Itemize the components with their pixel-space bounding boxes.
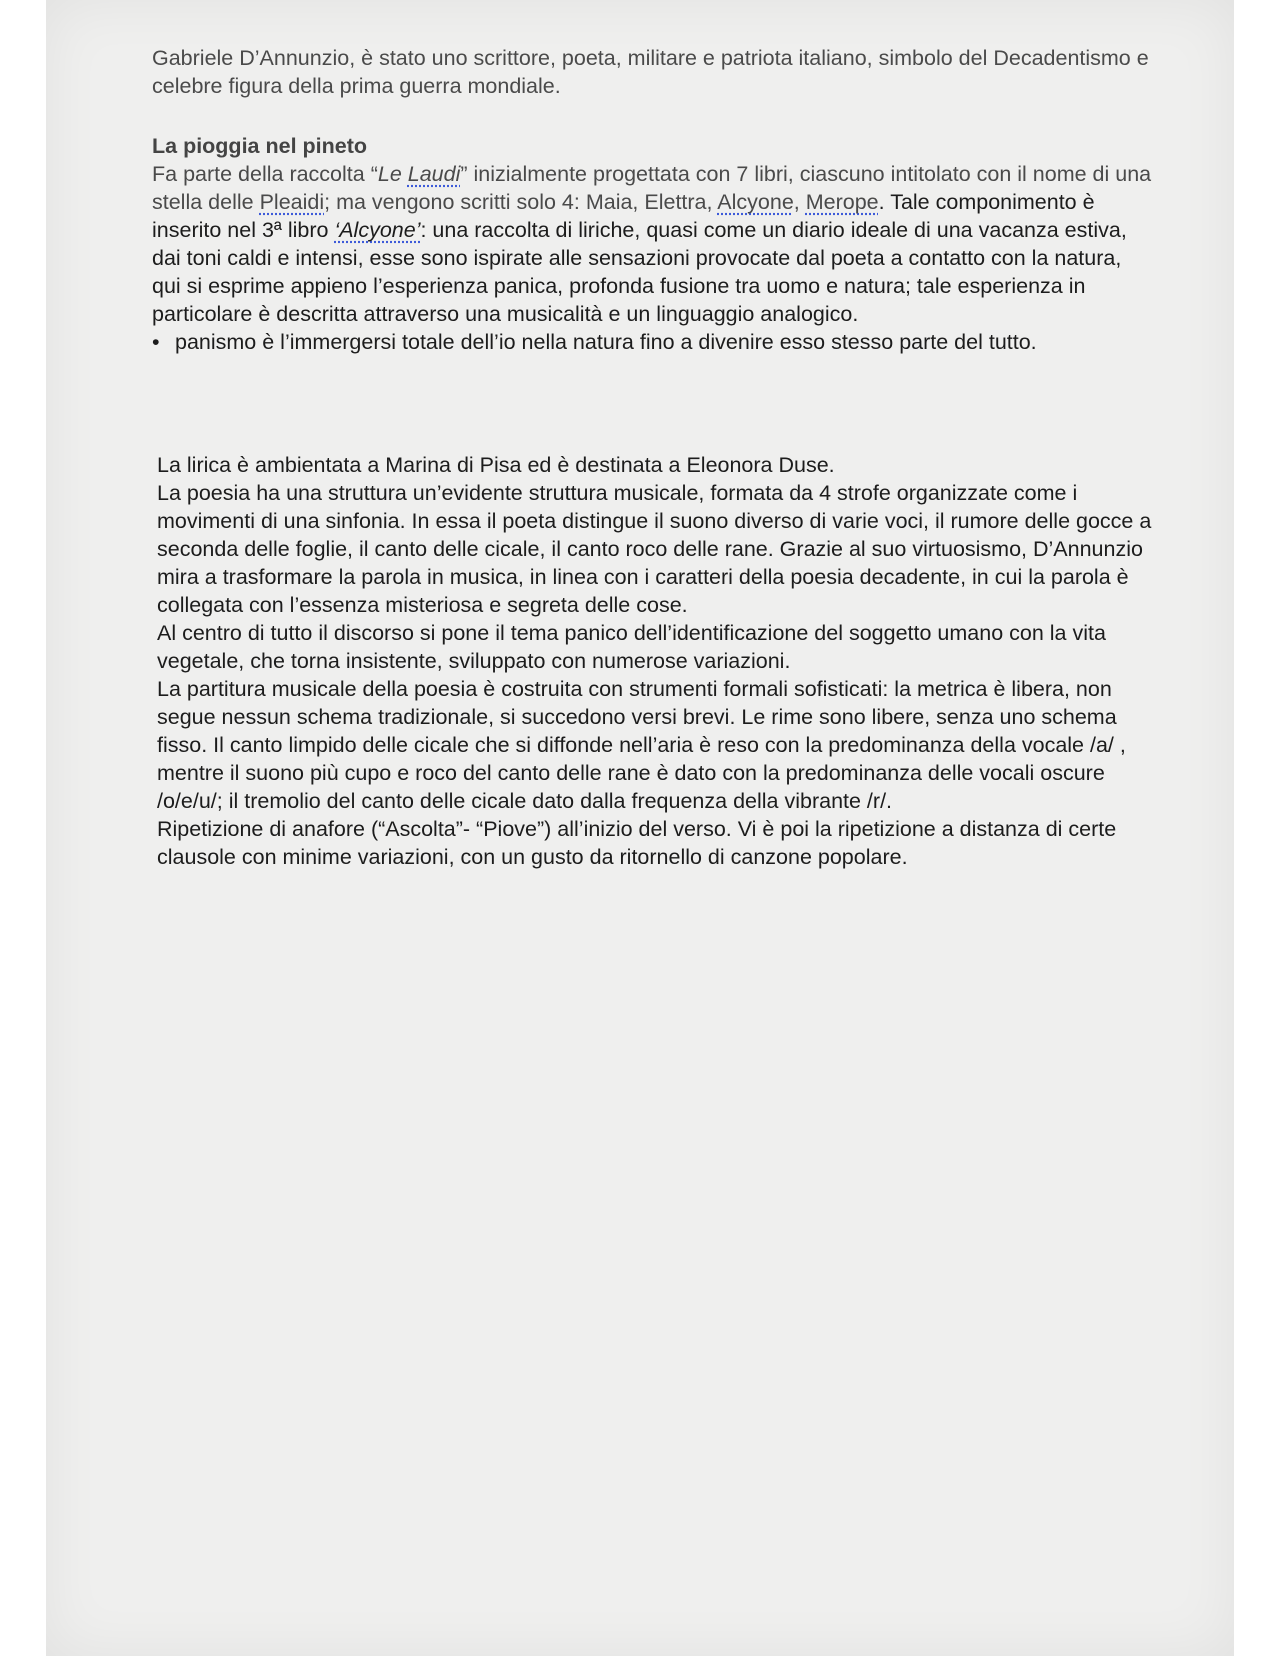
intro-paragraph: [152, 44, 1152, 100]
spell-flag-alcyone: Alcyone: [717, 190, 794, 214]
paragraph-tema: Al centro di tutto il discorso si pone il tema panico dell’identificazione del soggetto umano con la vita vegetale, che torna insistente, sviluppato con numerose variazioni.: [157, 621, 1106, 673]
intro-text: Gabriele D’Annunzio, è stato uno scrittore, poeta, militare e patriota italiano, simbolo del Decadentismo e celebre figura della prima guerra mondiale.: [152, 46, 1149, 98]
bullet-item: [152, 328, 1152, 356]
paragraph-struttura: La poesia ha una struttura un’evidente struttura musicale, formata da 4 strofe organizzate come i movimenti di una sinfonia. In essa il poeta distingue il suono diverso di varie voci, il rumore delle gocce a seconda delle foglie, il canto delle cicale, il canto roco delle rane. Grazie al suo virtuosismo, D’Annunzio mira a trasformare la parola in musica, in linea con i caratteri della poesia decadente, in cui la parola è collegata con l’essenza misteriosa e segreta delle cose.: [157, 481, 1152, 617]
paragraph-anafore: Ripetizione di anafore (“Ascolta”- “Piove”) all’inizio del verso. Vi è poi la ripetizione a distanza di certe clausole con minime variazioni, con un gusto da ritornello di canzone popolare.: [157, 817, 1117, 869]
bullet-dot: •: [152, 330, 160, 354]
spell-flag-merope: Merope: [805, 190, 879, 214]
paragraph-ambientazione: La lirica è ambientata a Marina di Pisa ed è destinata a Eleonora Duse.: [157, 453, 835, 477]
section-title: La pioggia nel pineto: [152, 134, 367, 158]
spell-flag-alcyone-2: ‘Alcyone’: [334, 218, 421, 242]
spell-flag-laudi: Laudi: [407, 162, 461, 186]
paragraph-metrica: La partitura musicale della poesia è costruita con strumenti formali sofisticati: la metrica è libera, non segue nessun schema tradizionale, si succedono versi brevi. Le rime sono libere, senza uno schema fisso. Il canto limpido delle cicale che si diffonde nell’aria è reso con la predominanza della vocale /a/ , mentre il suono più cupo e roco del canto delle rane è dato con la predominanza delle vocali oscure /o/e/u/; il tremolio del canto delle cicale dato dalla frequenza della vibrante /r/.: [157, 677, 1126, 813]
section-paragraph: Fa parte della raccolta “Le Laudi” inizialmente progettata con 7 libri, ciascuno intitolato con il nome di una stella delle Pleaidi; ma vengono scritti solo 4: Maia, Elettra, Alcyone, Merope. Tale componimento è inserito nel 3ª libro ‘Alcyone’: una raccolta di liriche, quasi come un diario ideale di una vacanza estiva, dai toni caldi e intensi, esse sono ispirate alle sensazioni provocate dal poeta a contatto con la natura, qui si esprime appieno l’esperienza panica, profonda fusione tra uomo e natura; tale esperienza in particolare è descritta attraverso una musicalità e un linguaggio analogico.: [152, 162, 1152, 326]
section-pioggia: [152, 132, 1152, 356]
bullet-text: panismo è l’immergersi totale dell’io nella natura fino a divenire esso stesso parte del tutto.: [175, 330, 1037, 354]
section-analisi: [157, 451, 1157, 871]
spell-flag-pleaidi: Pleaidi: [259, 190, 325, 214]
